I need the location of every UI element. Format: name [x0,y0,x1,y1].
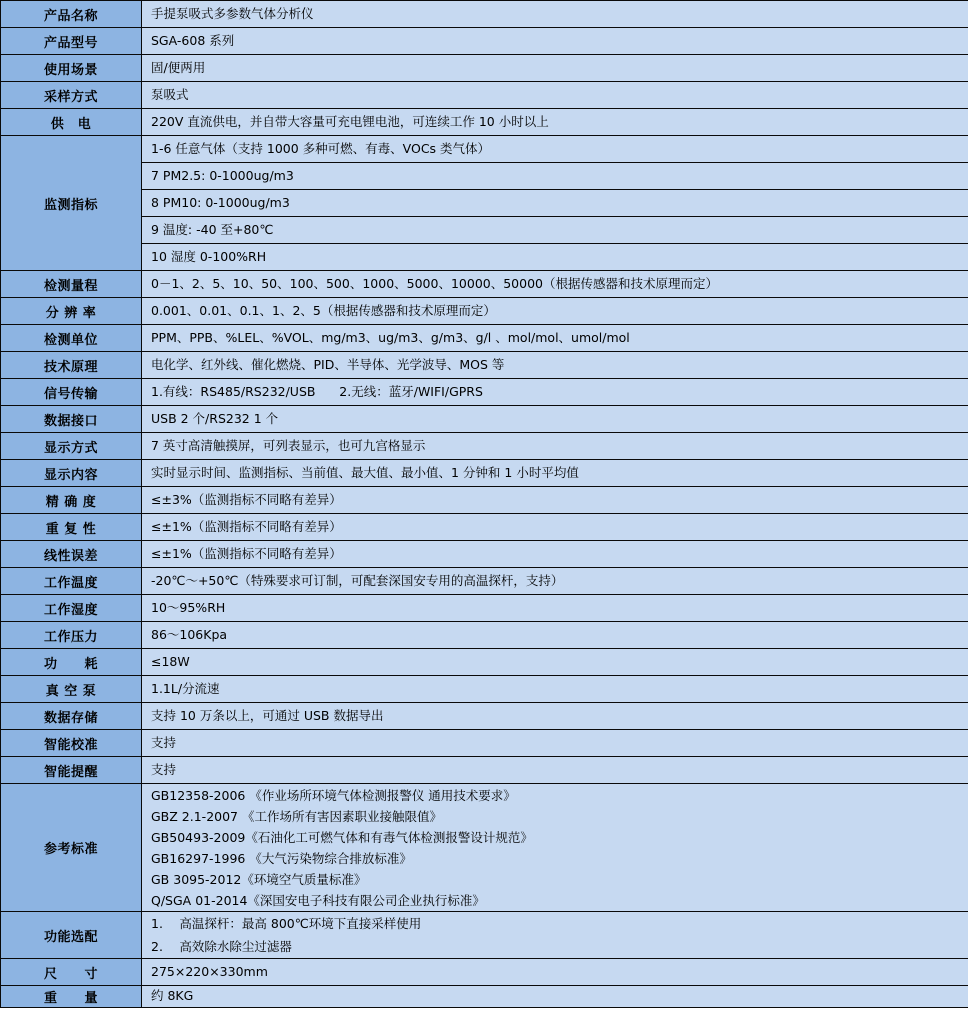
spec-label-data-storage: 数据存储 [1,703,142,730]
spec-row-smart-reminder [1,757,968,784]
spec-row-detection-range [1,271,968,298]
spec-row-reference-standards [1,784,968,912]
spec-label-display-content: 显示内容 [1,460,142,487]
spec-value-data-interface: USB 2 个/RS232 1 个 [142,406,968,433]
spec-label-technical-principle: 技术原理 [1,352,142,379]
spec-label-monitoring-indicators: 监测指标 [1,136,142,271]
spec-table-body [1,1,968,1008]
spec-label-reference-standards: 参考标准 [1,784,142,912]
spec-value-line-optional-features-0: 1. 高温探杆：最高 800℃环境下直接采样使用 [151,916,422,931]
spec-row-working-humidity [1,595,968,622]
spec-row-monitoring-indicators-4 [1,244,968,271]
spec-label-smart-calibration: 智能校准 [1,730,142,757]
spec-value-weight: 约 8KG [142,986,968,1008]
spec-row-dimensions [1,959,968,986]
spec-label-weight: 重 量 [1,986,142,1008]
spec-label-smart-reminder: 智能提醒 [1,757,142,784]
spec-label-power-supply: 供 电 [1,109,142,136]
spec-label-repeatability: 重 复 性 [1,514,142,541]
spec-value-reference-standards [142,784,968,912]
spec-label-linearity-error: 线性误差 [1,541,142,568]
spec-value-working-temperature: -20℃～+50℃（特殊要求可订制，可配套深国安专用的高温探杆，支持） [142,568,968,595]
spec-value-line-optional-features-1: 2. 高效除水除尘过滤器 [151,939,292,954]
spec-value-data-storage: 支持 10 万条以上，可通过 USB 数据导出 [142,703,968,730]
spec-label-usage-scenario: 使用场景 [1,55,142,82]
spec-value-vacuum-pump: 1.1L/分流速 [142,676,968,703]
spec-row-vacuum-pump [1,676,968,703]
spec-row-signal-transmission [1,379,968,406]
spec-label-vacuum-pump: 真 空 泵 [1,676,142,703]
spec-label-signal-transmission: 信号传输 [1,379,142,406]
spec-row-detection-units [1,325,968,352]
spec-row-sampling-method [1,82,968,109]
spec-row-technical-principle [1,352,968,379]
spec-label-detection-range: 检测量程 [1,271,142,298]
spec-row-data-storage [1,703,968,730]
spec-row-linearity-error [1,541,968,568]
spec-label-working-temperature: 工作温度 [1,568,142,595]
spec-value-product-name: 手提泵吸式多参数气体分析仪 [142,1,968,28]
spec-label-resolution: 分 辨 率 [1,298,142,325]
spec-row-display-mode [1,433,968,460]
spec-value-accuracy: ≤±3%（监测指标不同略有差异） [142,487,968,514]
spec-value-line-reference-standards-0: GB12358-2006 《作业场所环境气体检测报警仪 通用技术要求》 [151,787,516,803]
spec-value-line-reference-standards-3: GB16297-1996 《大气污染物综合排放标准》 [151,850,412,866]
spec-value-usage-scenario: 固/便两用 [142,55,968,82]
spec-row-working-pressure [1,622,968,649]
spec-label-dimensions: 尺 寸 [1,959,142,986]
spec-row-product-name [1,1,968,28]
spec-row-power-supply [1,109,968,136]
spec-label-optional-features: 功能选配 [1,912,142,959]
spec-label-display-mode: 显示方式 [1,433,142,460]
spec-value-power-consumption: ≤18W [142,649,968,676]
spec-value-monitoring-indicators-3: 9 温度: -40 至+80℃ [142,217,968,244]
spec-value-repeatability: ≤±1%（监测指标不同略有差异） [142,514,968,541]
spec-row-display-content [1,460,968,487]
spec-value-line-reference-standards-4: GB 3095-2012《环境空气质量标准》 [151,871,367,887]
spec-value-line-reference-standards-1: GBZ 2.1-2007 《工作场所有害因素职业接触限值》 [151,808,442,824]
spec-value-monitoring-indicators-4: 10 湿度 0-100%RH [142,244,968,271]
spec-value-technical-principle: 电化学、红外线、催化燃烧、PID、半导体、光学波导、MOS 等 [142,352,968,379]
spec-label-product-model: 产品型号 [1,28,142,55]
spec-value-line-reference-standards-5: Q/SGA 01-2014《深国安电子科技有限公司企业执行标准》 [151,892,485,908]
spec-row-accuracy [1,487,968,514]
spec-value-resolution: 0.001、0.01、0.1、1、2、5（根据传感器和技术原理而定） [142,298,968,325]
spec-label-accuracy: 精 确 度 [1,487,142,514]
spec-value-product-model: SGA-608 系列 [142,28,968,55]
spec-label-power-consumption: 功 耗 [1,649,142,676]
spec-row-data-interface [1,406,968,433]
spec-row-monitoring-indicators-3 [1,217,968,244]
spec-value-working-humidity: 10～95%RH [142,595,968,622]
spec-row-optional-features [1,912,968,959]
spec-row-smart-calibration [1,730,968,757]
spec-label-sampling-method: 采样方式 [1,82,142,109]
spec-value-working-pressure: 86～106Kpa [142,622,968,649]
spec-row-monitoring-indicators-2 [1,190,968,217]
spec-value-display-content: 实时显示时间、监测指标、当前值、最大值、最小值、1 分钟和 1 小时平均值 [142,460,968,487]
spec-row-working-temperature [1,568,968,595]
spec-value-display-mode: 7 英寸高清触摸屏，可列表显示，也可九宫格显示 [142,433,968,460]
spec-row-product-model [1,28,968,55]
spec-label-working-humidity: 工作湿度 [1,595,142,622]
spec-value-monitoring-indicators-2: 8 PM10: 0-1000ug/m3 [142,190,968,217]
spec-value-optional-features [142,912,968,959]
spec-value-line-reference-standards-2: GB50493-2009《石油化工可燃气体和有毒气体检测报警设计规范》 [151,829,533,845]
spec-row-usage-scenario [1,55,968,82]
spec-value-sampling-method: 泵吸式 [142,82,968,109]
spec-row-monitoring-indicators-1 [1,163,968,190]
spec-value-power-supply: 220V 直流供电，并自带大容量可充电锂电池，可连续工作 10 小时以上 [142,109,968,136]
spec-value-linearity-error: ≤±1%（监测指标不同略有差异） [142,541,968,568]
spec-value-smart-calibration: 支持 [142,730,968,757]
spec-value-dimensions: 275×220×330mm [142,959,968,986]
spec-value-monitoring-indicators-0: 1-6 任意气体（支持 1000 多种可燃、有毒、VOCs 类气体） [142,136,968,163]
spec-label-detection-units: 检测单位 [1,325,142,352]
spec-row-power-consumption [1,649,968,676]
spec-row-repeatability [1,514,968,541]
spec-row-resolution [1,298,968,325]
spec-value-detection-units: PPM、PPB、%LEL、%VOL、mg/m3、ug/m3、g/m3、g/l 、mol/mol、umol/mol [142,325,968,352]
spec-label-data-interface: 数据接口 [1,406,142,433]
spec-label-product-name: 产品名称 [1,1,142,28]
spec-row-monitoring-indicators [1,136,968,163]
spec-label-working-pressure: 工作压力 [1,622,142,649]
spec-value-smart-reminder: 支持 [142,757,968,784]
spec-value-monitoring-indicators-1: 7 PM2.5: 0-1000ug/m3 [142,163,968,190]
spec-value-detection-range: 0－1、2、5、10、50、100、500、1000、5000、10000、50000（根据传感器和技术原理而定） [142,271,968,298]
spec-row-weight [1,986,968,1008]
spec-value-signal-transmission: 1.有线：RS485/RS232/USB 2.无线：蓝牙/WIFI/GPRS [142,379,968,406]
